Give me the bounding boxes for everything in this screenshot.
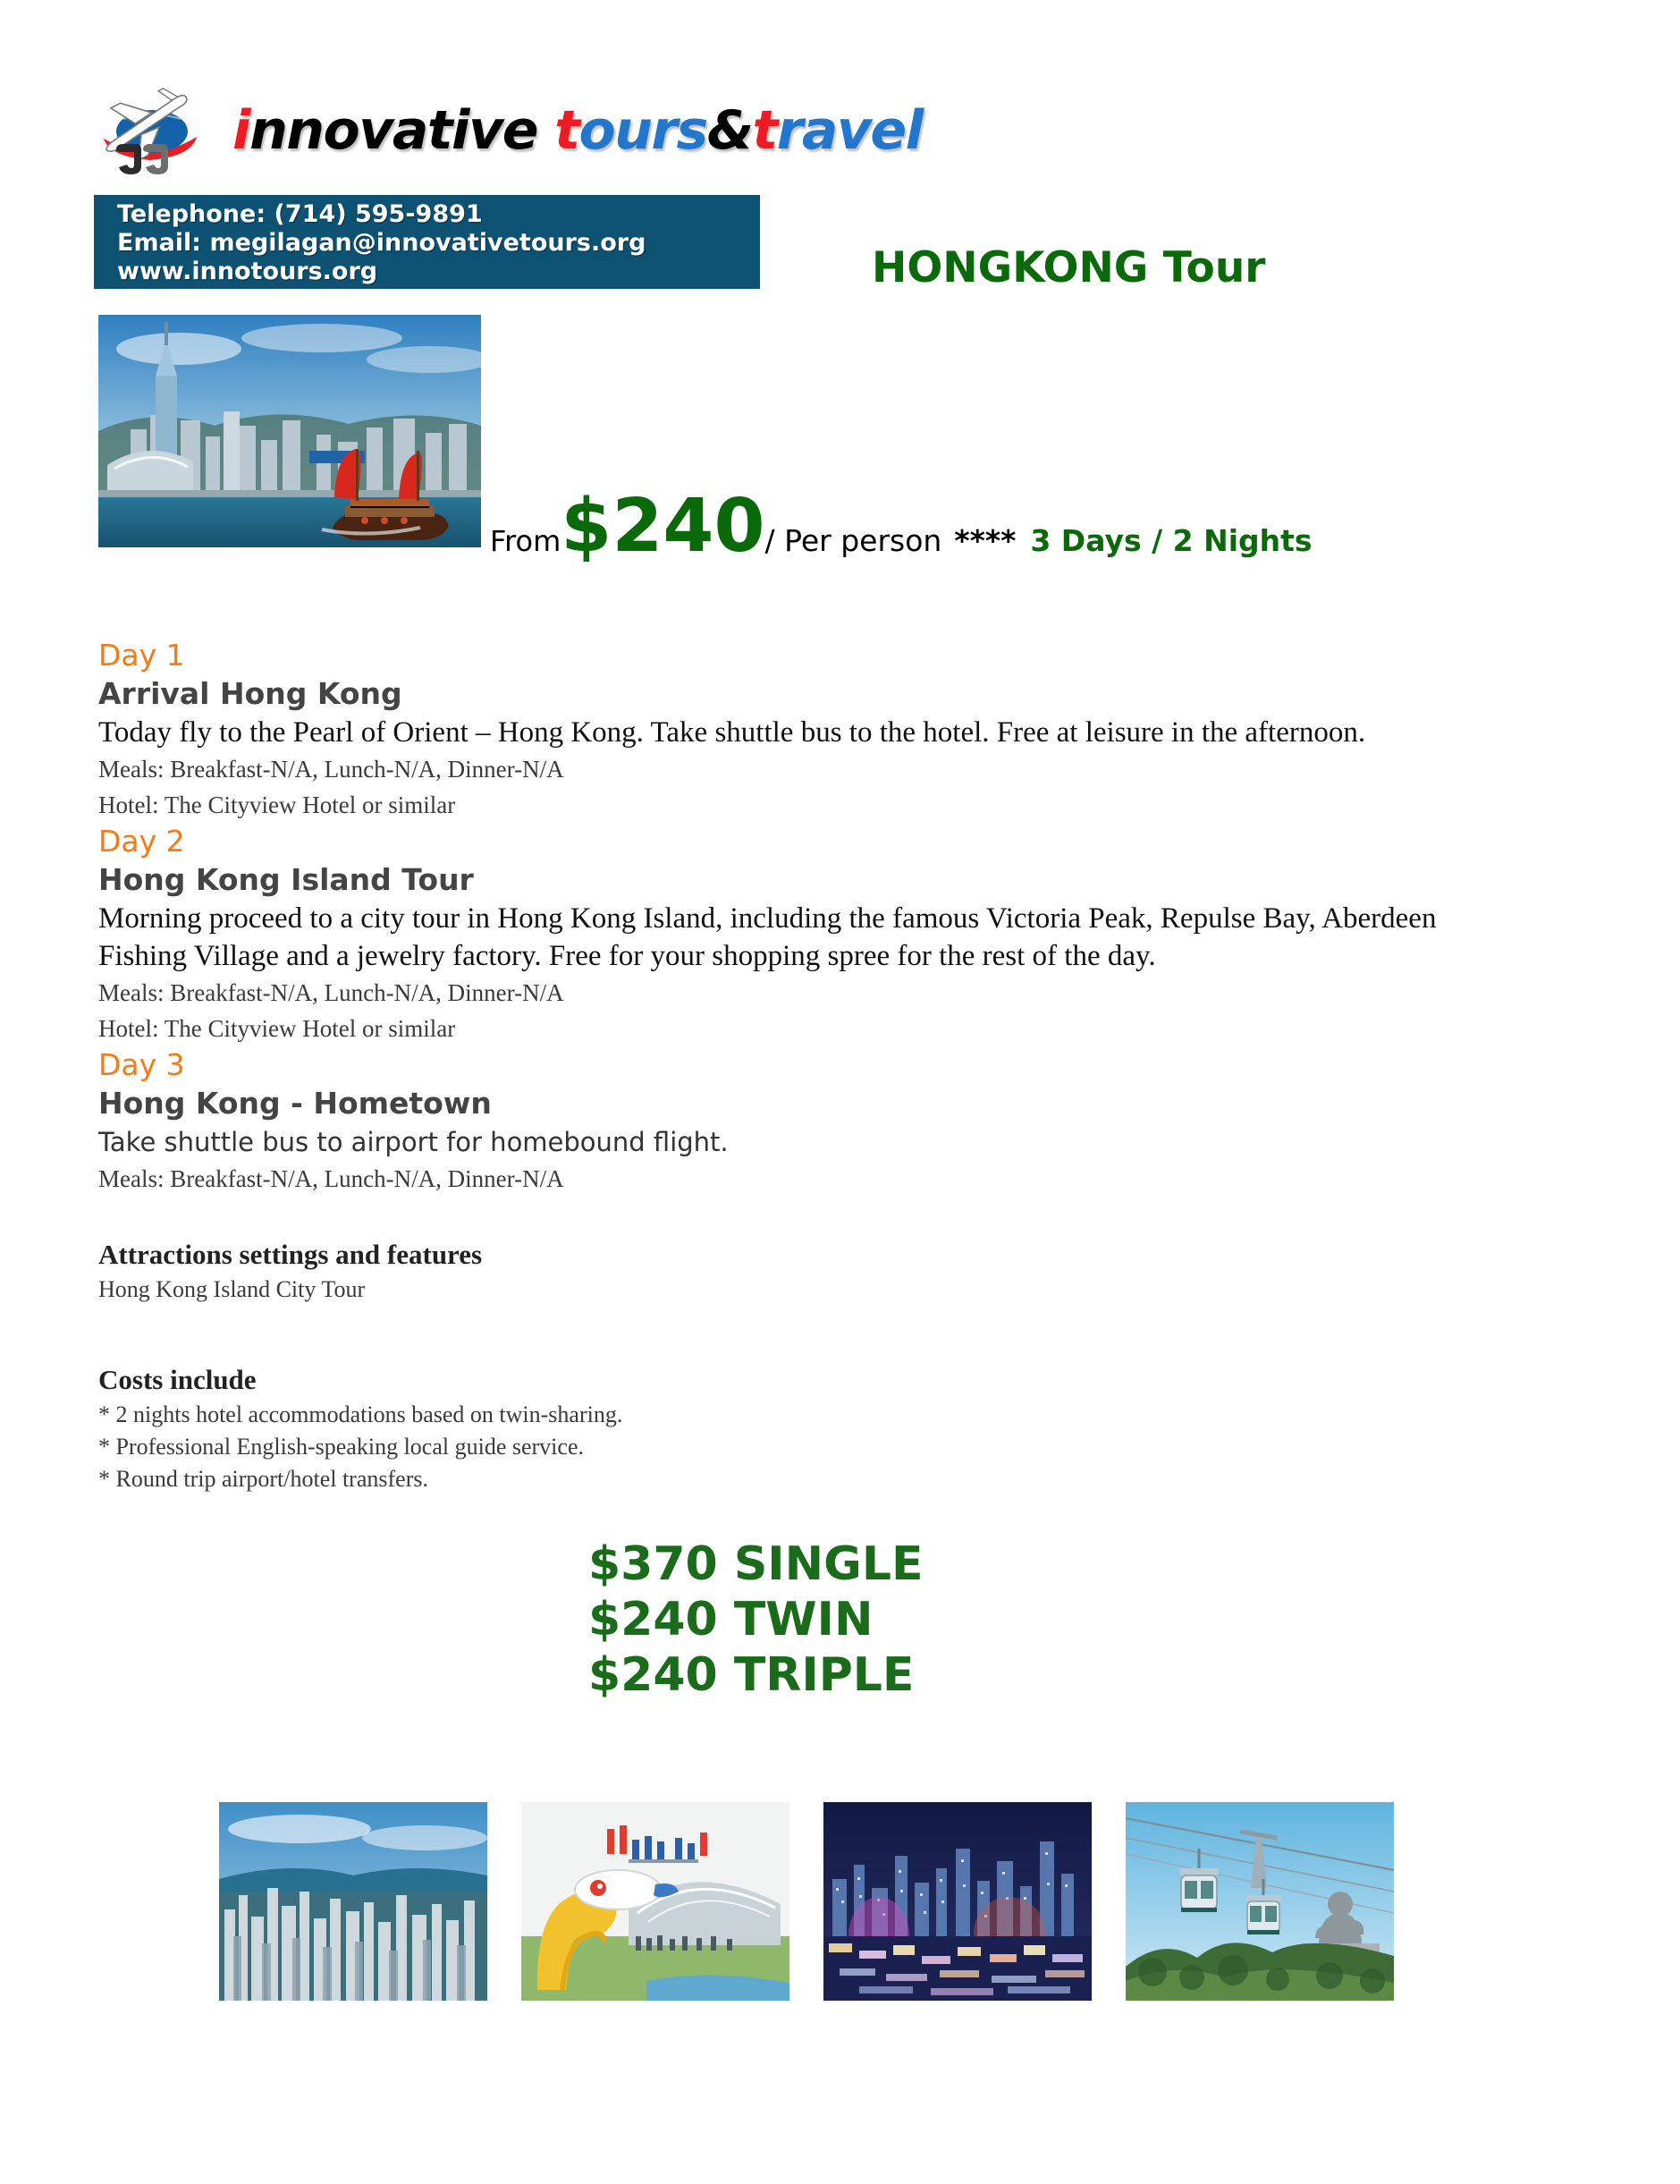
day-label: Day 3 bbox=[98, 1047, 185, 1082]
day-title: Arrival Hong Kong bbox=[98, 676, 402, 711]
airplane-globe-logo-icon bbox=[97, 85, 208, 182]
day-meals: Meals: Breakfast-N/A, Lunch-N/A, Dinner-N/A bbox=[98, 979, 564, 1006]
day-description: Morning proceed to a city tour in Hong Kong Island, including the famous Victoria Peak, Repulse Bay, Aberdeen Fishing Village and a jewelry factory. Free for your shopping spree for the rest of the day. bbox=[98, 902, 1437, 972]
wordmark-ampersand: & bbox=[706, 99, 753, 162]
costs-item: * Round trip airport/hotel transfers. bbox=[98, 1466, 428, 1492]
photo-gallery bbox=[219, 1802, 1426, 2001]
costs-section bbox=[98, 1361, 1529, 1495]
wordmark-t-travel: t bbox=[752, 99, 777, 162]
victoria-peak-skyline-photo bbox=[219, 1802, 487, 2001]
itinerary-day bbox=[98, 637, 1529, 823]
ngong-ping-cable-car-big-buddha-photo bbox=[1126, 1802, 1394, 2001]
price-from-label: From bbox=[490, 524, 561, 558]
harbour-night-lights-photo bbox=[823, 1802, 1092, 2001]
costs-heading: Costs include bbox=[98, 1364, 257, 1395]
itinerary-section bbox=[98, 637, 1529, 1495]
wordmark-ravel: ravel bbox=[776, 99, 923, 162]
day-description: Take shuttle bus to airport for homebound flight. bbox=[98, 1127, 729, 1157]
itinerary-day bbox=[98, 823, 1529, 1046]
day-hotel: Hotel: The Cityview Hotel or similar bbox=[98, 1015, 456, 1042]
logo-wordmark bbox=[232, 101, 923, 160]
price-summary bbox=[490, 484, 1313, 569]
day-meals: Meals: Breakfast-N/A, Lunch-N/A, Dinner-N/A bbox=[98, 1165, 564, 1192]
attractions-heading: Attractions settings and features bbox=[98, 1239, 483, 1270]
contact-website[interactable]: www.innotours.org bbox=[117, 258, 378, 285]
wordmark-i: i bbox=[232, 99, 250, 162]
contact-info-box bbox=[94, 195, 760, 289]
company-logo bbox=[97, 85, 923, 192]
ocean-park-entrance-photo bbox=[521, 1802, 789, 2001]
wordmark-nnovative: nnovative bbox=[249, 99, 555, 162]
rate-twin: $240 TWIN bbox=[588, 1593, 874, 1646]
star-rating: **** bbox=[954, 523, 1017, 558]
attractions-item: Hong Kong Island City Tour bbox=[98, 1276, 366, 1302]
room-rates-block bbox=[588, 1536, 924, 1703]
contact-email[interactable]: Email: megilagan@innovativetours.org bbox=[117, 229, 646, 257]
day-title: Hong Kong - Hometown bbox=[98, 1086, 492, 1121]
attractions-section bbox=[98, 1236, 1529, 1306]
victoria-harbour-junk-boat-photo bbox=[98, 315, 481, 547]
itinerary-day bbox=[98, 1046, 1529, 1197]
contact-telephone: Telephone: (714) 595-9891 bbox=[117, 200, 483, 228]
day-description: Today fly to the Pearl of Orient – Hong Kong. Take shuttle bus to the hotel. Free at leisure in the afternoon. bbox=[98, 716, 1366, 749]
day-label: Day 2 bbox=[98, 824, 185, 859]
costs-item: * 2 nights hotel accommodations based on twin-sharing. bbox=[98, 1401, 623, 1427]
day-label: Day 1 bbox=[98, 638, 185, 673]
day-hotel: Hotel: The Cityview Hotel or similar bbox=[98, 791, 456, 818]
price-per-person-label: / Per person bbox=[764, 523, 942, 558]
tour-duration: 3 Days / 2 Nights bbox=[1030, 523, 1313, 558]
wordmark-t-tours: t bbox=[554, 99, 579, 162]
rate-single: $370 SINGLE bbox=[588, 1537, 924, 1591]
page-title: HONGKONG Tour bbox=[872, 243, 1266, 292]
day-title: Hong Kong Island Tour bbox=[98, 862, 474, 897]
wordmark-ours: ours bbox=[578, 99, 707, 162]
price-amount: $240 bbox=[561, 484, 765, 569]
costs-item: * Professional English-speaking local guide service. bbox=[98, 1434, 584, 1460]
rate-triple: $240 TRIPLE bbox=[588, 1648, 915, 1702]
day-meals: Meals: Breakfast-N/A, Lunch-N/A, Dinner-N/A bbox=[98, 756, 564, 783]
